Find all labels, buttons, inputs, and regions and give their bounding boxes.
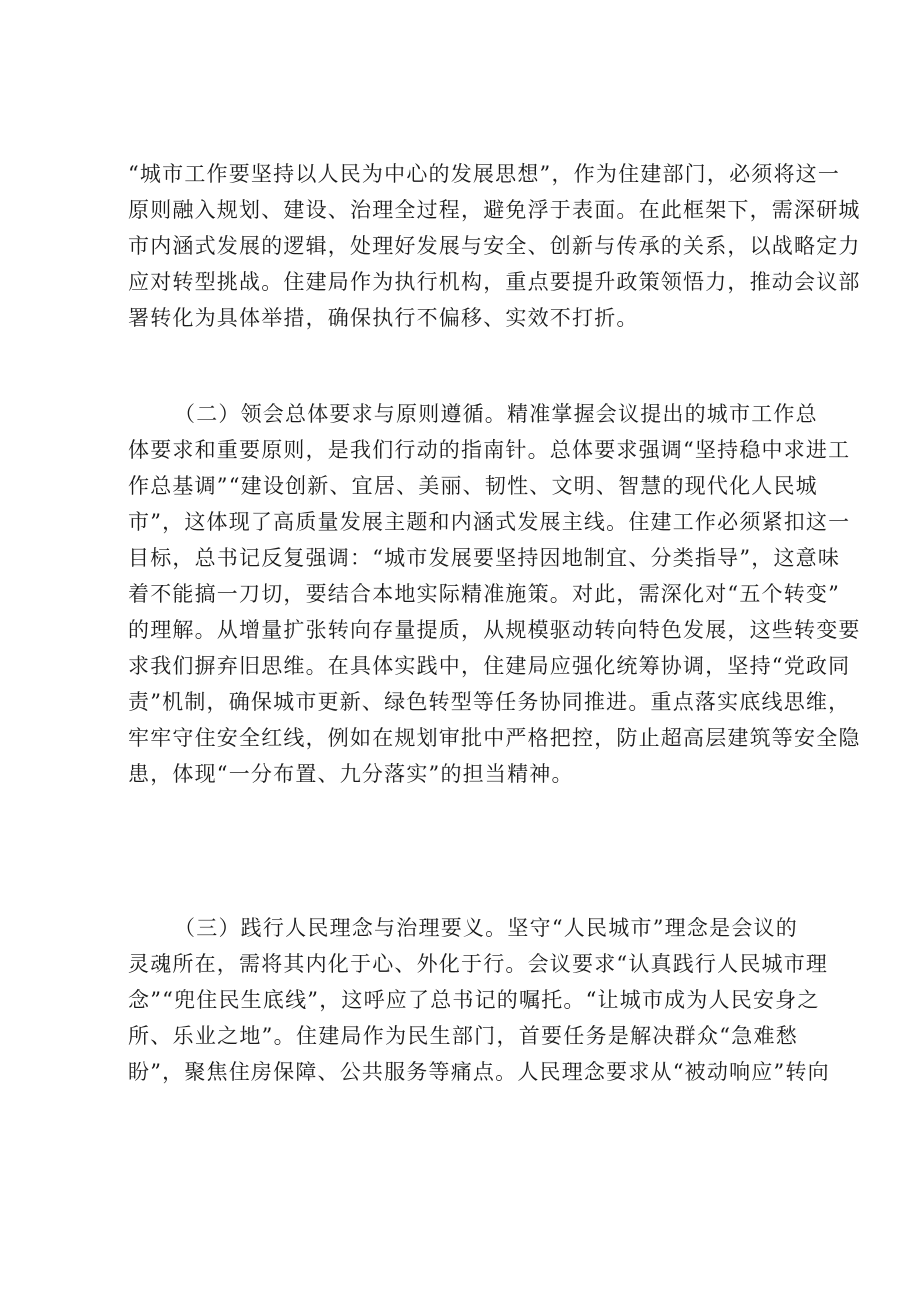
text-line: 的理解。从增量扩张转向存量提质，从规模驱动转向特色发展，这些转变要 [128,618,861,642]
paragraph-section-three [128,910,830,1090]
text-line: 求我们摒弃旧思维。在具体实践中，住建局应强化统筹协调，坚持“党政同 [128,654,851,678]
text-line: 目标，总书记反复强调：“城市发展要坚持因地制宜、分类指导”，这意味 [128,546,841,570]
text-line: 作总基调”“建设创新、宜居、美丽、韧性、文明、智慧的现代化人民城 [128,474,818,498]
text-line: 患，体现“一分布置、九分落实”的担当精神。 [128,762,574,786]
paragraph-people-centered [128,156,861,336]
text-line: 灵魂所在，需将其内化于心、外化于行。会议要求“认真践行人民城市理 [128,952,829,976]
text-line: 责”机制，确保城市更新、绿色转型等任务协同推进。重点落实底线思维， [128,690,851,714]
text-line: 牢牢守住安全红线，例如在规划审批中严格把控，防止超高层建筑等安全隐 [128,726,861,750]
text-line: 市”，这体现了高质量发展主题和内涵式发展主线。住建工作必须紧扣这一 [128,510,851,534]
text-line: 着不能搞一刀切，要结合本地实际精准施策。对此，需深化对“五个转变” [128,582,841,606]
section-heading-line: （二）领会总体要求与原则遵循。精准掌握会议提出的城市工作总 [174,402,818,426]
text-line: 原则融入规划、建设、治理全过程，避免浮于表面。在此框架下，需深研城 [128,198,861,222]
text-line: “城市工作要坚持以人民为中心的发展思想”，作为住建部门，必须将这一 [128,162,841,186]
text-line: 盼”，聚焦住房保障、公共服务等痛点。人民理念要求从“被动响应”转向 [128,1060,830,1084]
text-line: 所、乐业之地”。住建局作为民生部门，首要任务是解决群众“急难愁 [128,1024,798,1048]
text-line: 市内涵式发展的逻辑，处理好发展与安全、创新与传承的关系，以战略定力 [128,234,861,258]
section-heading-line: （三）践行人民理念与治理要义。坚守“人民城市”理念是会议的 [174,916,798,940]
paragraph-section-two [128,396,861,792]
text-line: 署转化为具体举措，确保执行不偏移、实效不打折。 [128,306,639,330]
text-line: 体要求和重要原则，是我们行动的指南针。总体要求强调“坚持稳中求进工 [128,438,851,462]
text-line: 应对转型挑战。住建局作为执行机构，重点要提升政策领悟力，推动会议部 [128,270,861,294]
text-line: 念”“兜住民生底线”，这呼应了总书记的嘱托。“让城市成为人民安身之 [128,988,820,1012]
